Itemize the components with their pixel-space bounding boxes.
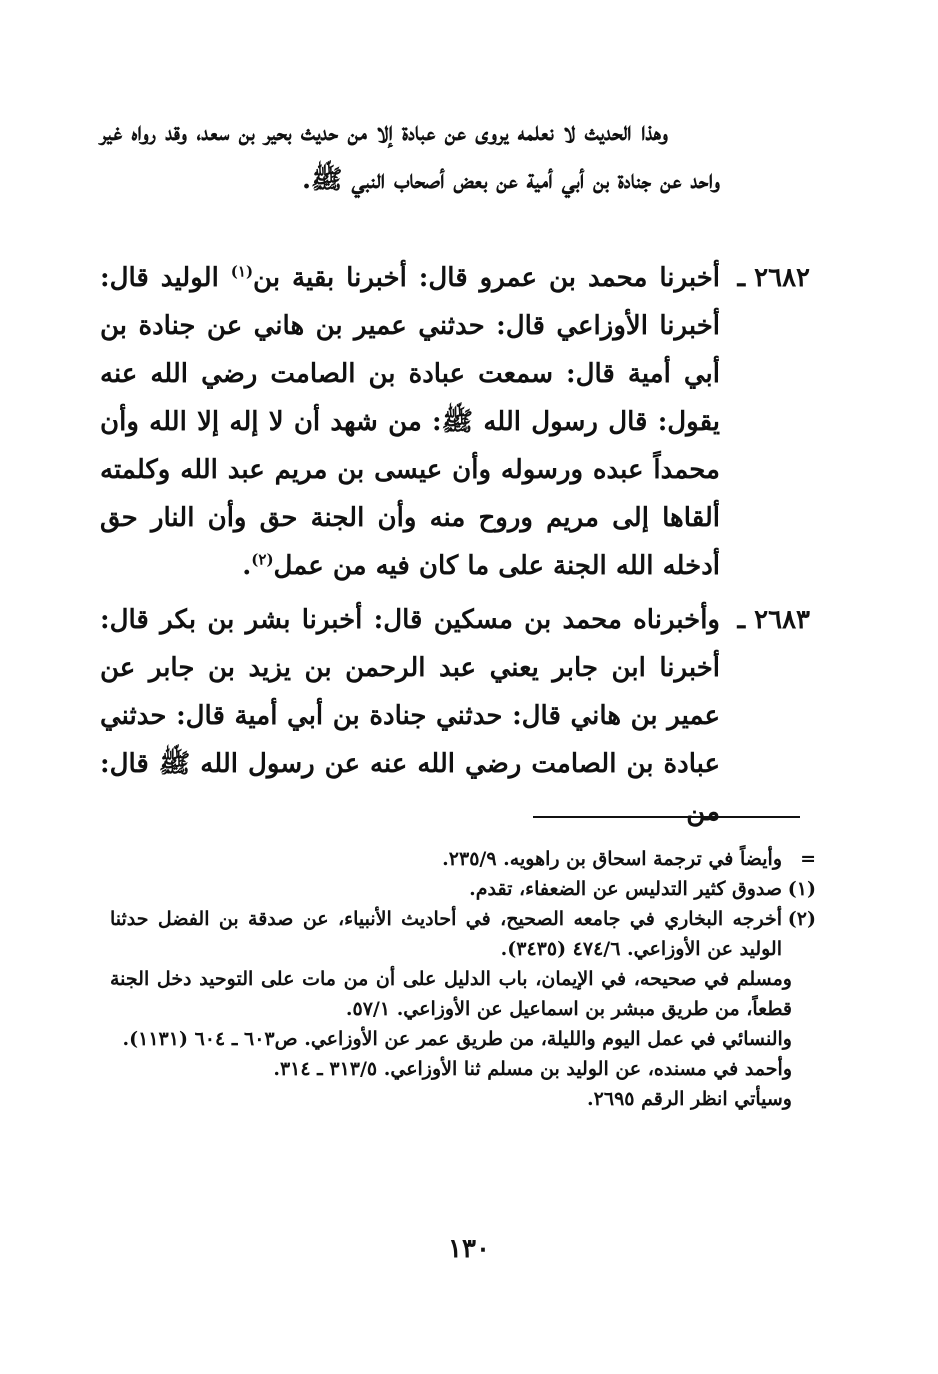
footnote-ref-2[interactable]: (٢) xyxy=(251,550,274,569)
footnote-line: ومسلم في صحيحه، في الإيمان، باب الدليل على أن من مات على التوحيد دخل الجنة قطعاً، من طريق مبشر بن اسماعيل عن الأوزاعي. ٥٧/١. xyxy=(110,968,792,1020)
hadith-text xyxy=(100,254,720,590)
hadith-text-part: أخبرنا محمد بن عمرو قال: أخبرنا بقية بن xyxy=(253,263,720,293)
footnote-line: وأيضاً في ترجمة اسحاق بن راهويه. ٢٣٥/٩. xyxy=(442,848,782,870)
hadith-text: وأخبرناه محمد بن مسكين قال: أخبرنا بشر بن بكر قال: أخبرنا ابن جابر يعني عبد الرحمن بن يزيد بن جابر عن عمير بن هاني قال: حدثني جنادة بن أبي أمية قال: حدثني عبادة بن الصامت رضي الله عنه عن رسول الله ﷺ قال: من xyxy=(100,605,720,827)
footnote-line: وسيأتي انظر الرقم ٢٦٩٥. xyxy=(587,1088,792,1110)
footnote-marker: = xyxy=(800,848,816,870)
footnote-ref-1[interactable]: (١) xyxy=(230,262,254,281)
footnote-line: وأحمد في مسنده، عن الوليد بن مسلم ثنا الأوزاعي. ٣١٣/٥ ـ ٣١٤. xyxy=(273,1058,792,1080)
hadith-number: ٢٦٨٣ ـ xyxy=(737,605,810,635)
footnote-1 xyxy=(110,874,816,904)
hadith-number: ٢٦٨٢ ـ xyxy=(737,263,810,293)
footnote-marker: (٢) xyxy=(787,908,816,930)
footnote-line: والنسائي في عمل اليوم والليلة، من طريق عمر عن الأوزاعي. ص٦٠٣ ـ ٦٠٤ (١١٣١). xyxy=(122,1028,792,1050)
footnotes xyxy=(110,844,816,1114)
hadith-text-end: . xyxy=(242,551,252,581)
page-number: ١٣٠ xyxy=(448,1234,490,1264)
footnote-marker: (١) xyxy=(787,878,816,900)
footnote-line: أخرجه البخاري في جامعه الصحيح، في أحاديث الأنبياء، عن صدقة بن الفضل حدثنا الوليد عن الأوزاعي. ٤٧٤/٦ (٣٤٣٥). xyxy=(110,908,782,960)
hadith-2682 xyxy=(100,254,810,590)
footnote-continued xyxy=(110,844,816,874)
hadith-2683 xyxy=(100,596,810,836)
hadith-text-part: الوليد قال: أخبرنا الأوزاعي قال: حدثني عمير بن هاني عن جنادة بن أبي أمية قال: سمعت عبادة بن الصامت رضي الله عنه يقول: قال رسول الله ﷺ: من شهد أن لا إله إلا الله وأن محمداً عبده ورسوله وأن عيسى بن مريم عبد الله وكلمته ألقاها إلى مريم وروح منه وأن الجنة حق وأن النار حق أدخله الله الجنة على ما كان فيه من عمل xyxy=(100,263,720,581)
intro-text: وهذا الحديث لا نعلمه يروى عن عبادة إلا من حديث بحير بن سعد، وقد رواه غير واحد عن جنادة بن أبي أمية عن بعض أصحاب النبي ﷺ. xyxy=(100,117,720,195)
footnote-line: صدوق كثير التدليس عن الضعفاء، تقدم. xyxy=(469,878,782,900)
footnote-separator xyxy=(533,816,800,818)
intro-paragraph xyxy=(100,108,720,204)
footnote-2 xyxy=(110,904,816,1114)
